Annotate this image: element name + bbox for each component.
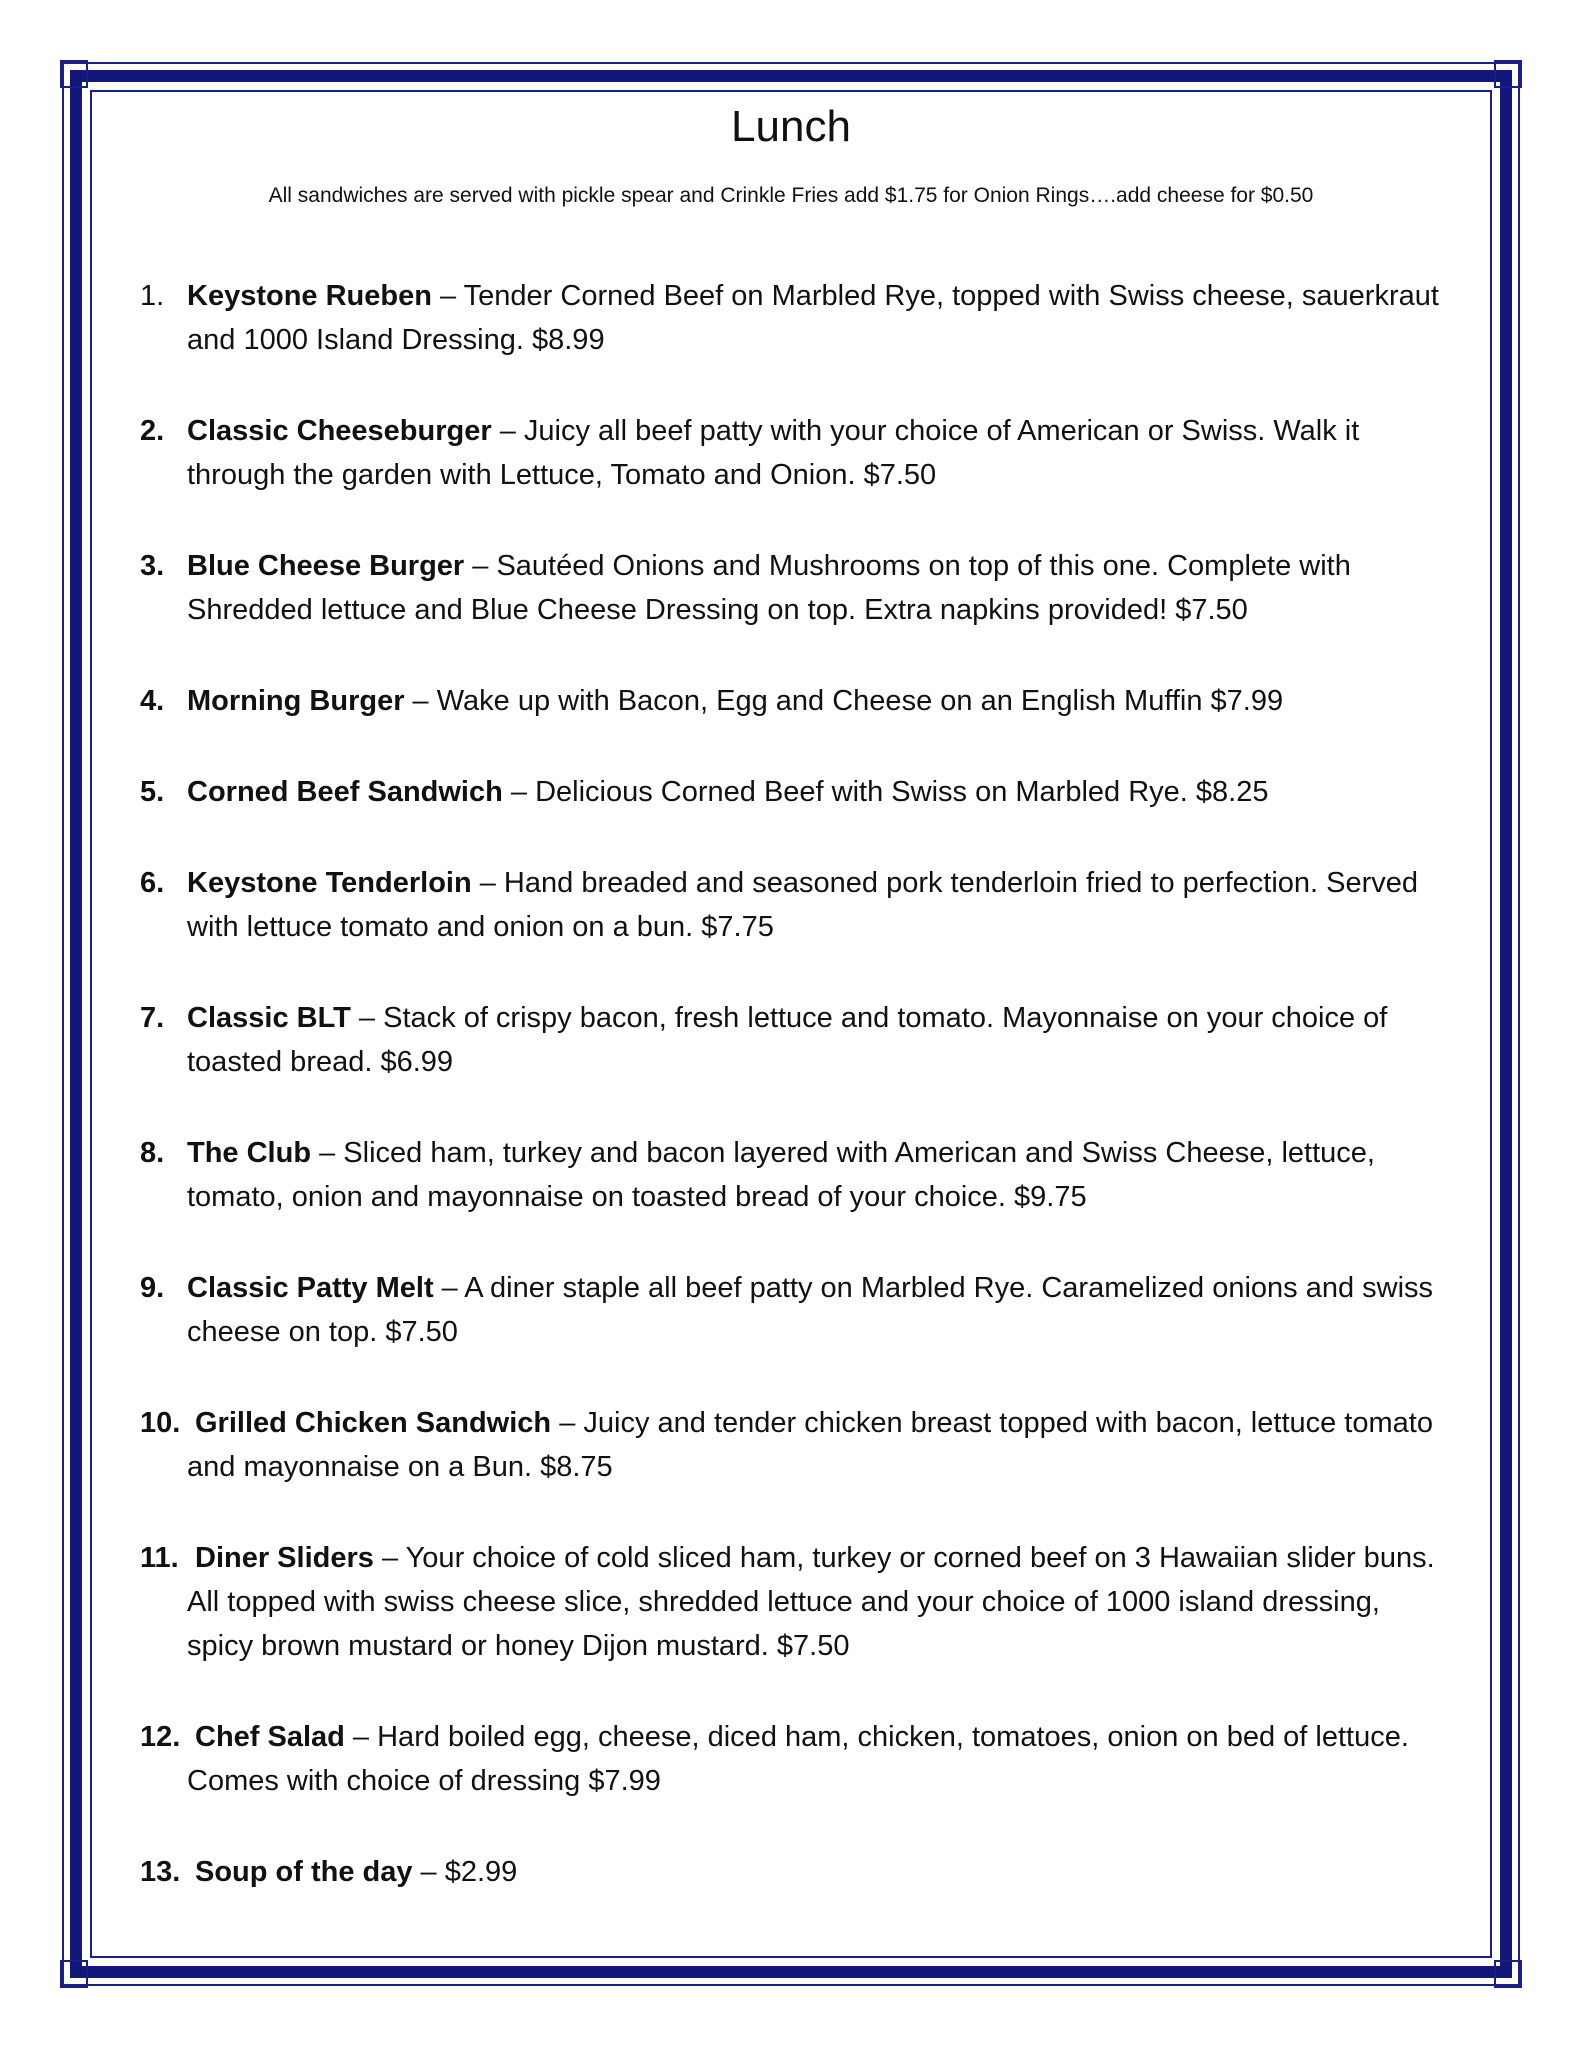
item-name: Chef Salad bbox=[195, 1721, 345, 1753]
item-name: Diner Sliders bbox=[195, 1542, 374, 1574]
item-number: 7. bbox=[140, 1002, 165, 1034]
corner-ornament-bottom-left bbox=[60, 1960, 88, 1988]
item-description: – Delicious Corned Beef with Swiss on Marbled Rye. $8.25 bbox=[502, 776, 1269, 808]
item-description: – Your choice of cold sliced ham, turkey or corned beef on 3 Hawaiian slider buns. All topped with swiss cheese slice, shredded lettuce and your choice of 1000 island dressing, spicy brown mustard or honey Dijon mustard. $7.50 bbox=[187, 1542, 1435, 1662]
menu-note: All sandwiches are served with pickle spear and Crinkle Fries add $1.75 for Onion Rings….add cheese for $0.50 bbox=[268, 184, 1314, 207]
item-name: Morning Burger bbox=[187, 685, 405, 717]
menu-item bbox=[110, 1401, 1472, 1489]
item-name: The Club bbox=[187, 1137, 312, 1169]
item-description: – Hand breaded and seasoned pork tenderloin fried to perfection. Served with lettuce tomato and onion on a bun. $7.75 bbox=[187, 867, 1419, 943]
item-description: – $2.99 bbox=[412, 1856, 518, 1888]
item-number: 13. bbox=[140, 1856, 181, 1888]
item-name: Keystone Tenderloin bbox=[187, 867, 472, 899]
item-description: – Sliced ham, turkey and bacon layered with American and Swiss Cheese, lettuce, tomato, onion and mayonnaise on toasted bread of your choice. $9.75 bbox=[187, 1137, 1375, 1213]
corner-ornament-top-right bbox=[1494, 60, 1522, 88]
menu-list bbox=[110, 274, 1472, 1894]
item-description: – Stack of crispy bacon, fresh lettuce and tomato. Mayonnaise on your choice of toasted bread. $6.99 bbox=[187, 1002, 1388, 1078]
item-name: Classic Cheeseburger bbox=[187, 415, 492, 447]
item-name: Keystone Rueben bbox=[187, 280, 432, 312]
item-description: – Tender Corned Beef on Marbled Rye, topped with Swiss cheese, sauerkraut and 1000 Island Dressing. $8.99 bbox=[187, 280, 1439, 356]
item-number: 12. bbox=[140, 1721, 181, 1753]
item-description: – Juicy all beef patty with your choice of American or Swiss. Walk it through the garden with Lettuce, Tomato and Onion. $7.50 bbox=[187, 415, 1360, 491]
menu-item bbox=[110, 861, 1472, 949]
item-number: 5. bbox=[140, 776, 165, 808]
menu-item bbox=[110, 1131, 1472, 1219]
menu-item bbox=[110, 1536, 1472, 1668]
menu-item bbox=[110, 409, 1472, 497]
item-description: – Wake up with Bacon, Egg and Cheese on an English Muffin $7.99 bbox=[404, 685, 1284, 717]
item-number: 11. bbox=[140, 1542, 179, 1574]
item-description: – Hard boiled egg, cheese, diced ham, chicken, tomatoes, onion on bed of lettuce. Comes with choice of dressing $7.99 bbox=[187, 1721, 1409, 1797]
corner-ornament-top-left bbox=[60, 60, 88, 88]
item-number: 10. bbox=[140, 1407, 181, 1439]
menu-item bbox=[110, 544, 1472, 632]
menu-item bbox=[110, 274, 1472, 362]
menu-page bbox=[110, 100, 1472, 1941]
item-number: 6. bbox=[140, 867, 165, 899]
item-name: Classic BLT bbox=[187, 1002, 351, 1034]
menu-item bbox=[110, 996, 1472, 1084]
item-name: Blue Cheese Burger bbox=[187, 550, 465, 582]
page-title: Lunch bbox=[731, 102, 851, 151]
menu-item bbox=[110, 1715, 1472, 1803]
item-name: Soup of the day bbox=[195, 1856, 413, 1888]
menu-item bbox=[110, 770, 1472, 814]
menu-item bbox=[110, 1266, 1472, 1354]
item-number: 8. bbox=[140, 1137, 165, 1169]
item-name: Corned Beef Sandwich bbox=[187, 776, 503, 808]
item-description: – Sautéed Onions and Mushrooms on top of this one. Complete with Shredded lettuce and Blue Cheese Dressing on top. Extra napkins provided! $7.50 bbox=[187, 550, 1351, 626]
item-description: – Juicy and tender chicken breast topped with bacon, lettuce tomato and mayonnaise on a Bun. $8.75 bbox=[187, 1407, 1433, 1483]
corner-ornament-bottom-right bbox=[1494, 1960, 1522, 1988]
menu-item bbox=[110, 1850, 1472, 1894]
item-number: 3. bbox=[140, 550, 165, 582]
item-name: Classic Patty Melt bbox=[187, 1272, 434, 1304]
item-number: 2. bbox=[140, 415, 165, 447]
item-number: 1. bbox=[140, 280, 165, 312]
menu-item bbox=[110, 679, 1472, 723]
item-name: Grilled Chicken Sandwich bbox=[195, 1407, 552, 1439]
item-description: – A diner staple all beef patty on Marbled Rye. Caramelized onions and swiss cheese on top. $7.50 bbox=[187, 1272, 1434, 1348]
item-number: 9. bbox=[140, 1272, 165, 1304]
item-number: 4. bbox=[140, 685, 165, 717]
